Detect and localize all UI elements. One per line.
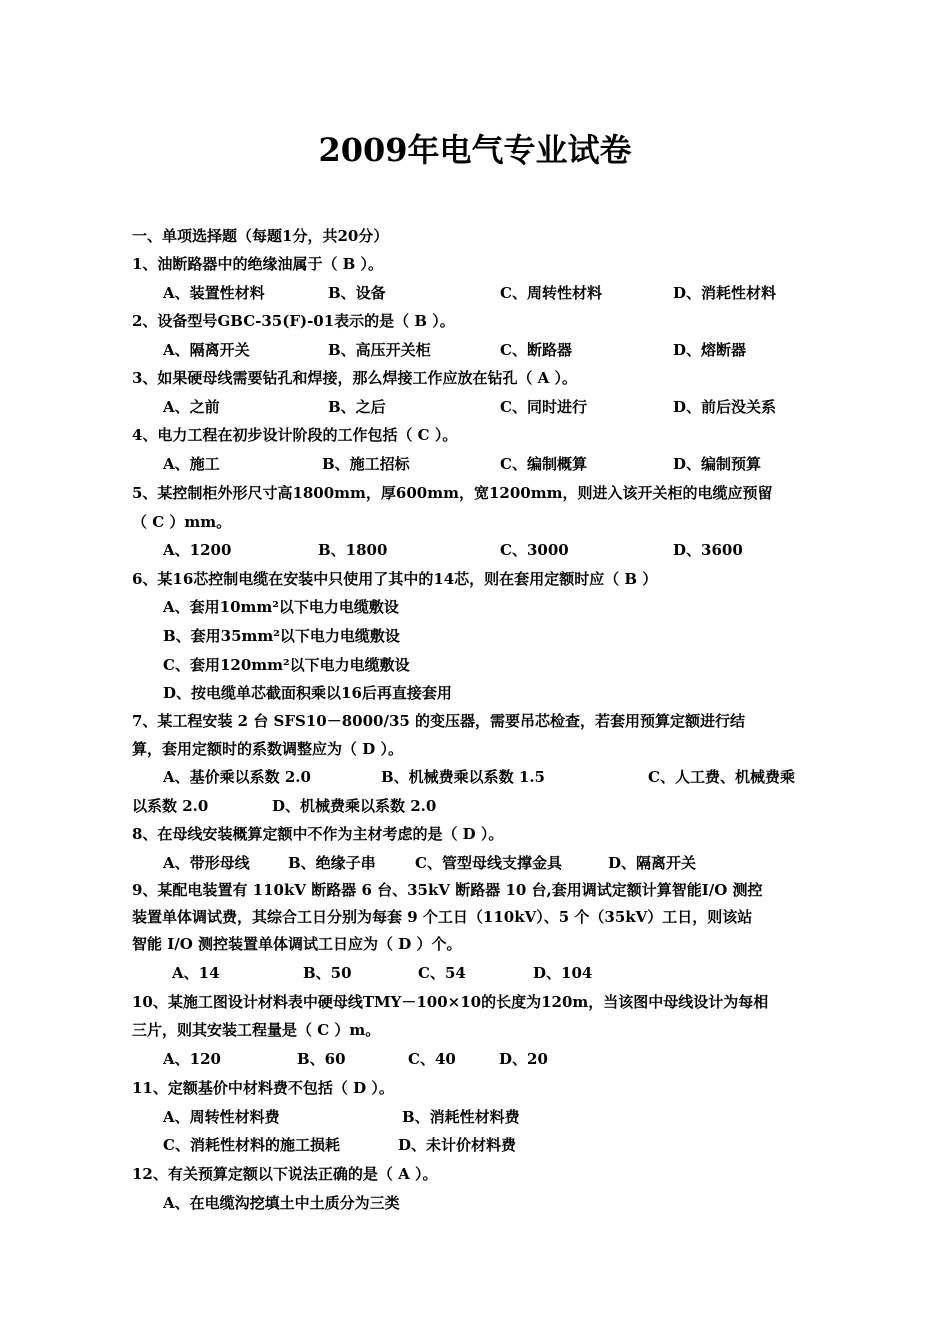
- option-continued: 以系数 2.0: [132, 797, 209, 815]
- option: D、按电缆单芯截面积乘以16后再直接套用: [163, 684, 452, 702]
- option: B、绝缘子串: [288, 854, 376, 872]
- question-stem-continued: 智能 I/O 测控装置单体调试工日应为（ D ）个。: [132, 935, 462, 953]
- option: D、20: [499, 1050, 548, 1068]
- question-stem: 8、在母线安装概算定额中不作为主材考虑的是（ D ）。: [132, 825, 504, 843]
- question-stem-continued: 三片，则其安装工程量是（ C ）m。: [132, 1021, 381, 1039]
- question-stem: 5、某控制柜外形尺寸高1800mm，厚600mm，宽1200mm，则进入该开关柜的电缆应预留: [132, 484, 773, 502]
- option: D、隔离开关: [608, 854, 697, 872]
- option: C、周转性材料: [500, 284, 602, 302]
- option: A、施工: [163, 455, 220, 473]
- question-stem-continued: （ C ）mm。: [132, 513, 232, 531]
- option: B、消耗性材料费: [402, 1108, 520, 1126]
- option: B、设备: [328, 284, 386, 302]
- question-stem-continued: 装置单体调试费，其综合工日分别为每套 9 个工日（110kV）、5 个（35kV）工日，则该站: [132, 908, 753, 926]
- option: A、1200: [163, 541, 232, 559]
- option: C、消耗性材料的施工损耗: [163, 1136, 340, 1154]
- option: C、套用120mm²以下电力电缆敷设: [163, 656, 410, 674]
- question-stem: 1、油断路器中的绝缘油属于（ B ）。: [132, 255, 384, 273]
- option: D、104: [533, 964, 593, 982]
- document-title: 2009年电气专业试卷: [318, 131, 632, 169]
- option: D、机械费乘以系数 2.0: [272, 797, 437, 815]
- option: A、120: [163, 1050, 221, 1068]
- option: A、在电缆沟挖填土中土质分为三类: [163, 1194, 400, 1212]
- question-stem: 2、设备型号GBC-35(F)-01表示的是（ B ）。: [132, 312, 455, 330]
- option: B、1800: [318, 541, 388, 559]
- option: C、编制概算: [500, 455, 587, 473]
- option: A、套用10mm²以下电力电缆敷设: [163, 598, 399, 616]
- option: D、前后没关系: [673, 398, 777, 416]
- option: C、同时进行: [500, 398, 587, 416]
- section-heading: 一、单项选择题（每题1分，共20分）: [132, 227, 389, 245]
- option: B、之后: [328, 398, 386, 416]
- option: C、40: [408, 1050, 456, 1068]
- option: A、装置性材料: [163, 284, 265, 302]
- option: B、机械费乘以系数 1.5: [381, 768, 545, 786]
- question-stem: 11、定额基价中材料费不包括（ D ）。: [132, 1079, 394, 1097]
- question-stem: 7、某工程安装 2 台 SFS10－8000/35 的变压器，需要吊芯检查，若套用预算定额进行结: [132, 712, 746, 730]
- option: C、人工费、机械费乘: [648, 768, 795, 786]
- option: C、管型母线支撑金具: [415, 854, 562, 872]
- option: B、套用35mm²以下电力电缆敷设: [163, 627, 400, 645]
- option: D、编制预算: [673, 455, 762, 473]
- option: B、50: [303, 964, 352, 982]
- question-stem: 10、某施工图设计材料表中硬母线TMY－100×10的长度为120m，当该图中母线设计为每相: [132, 993, 769, 1011]
- option: C、断路器: [500, 341, 572, 359]
- option: B、60: [297, 1050, 346, 1068]
- question-stem-continued: 算，套用定额时的系数调整应为（ D ）。: [132, 740, 403, 758]
- option: D、熔断器: [673, 341, 747, 359]
- question-stem: 6、某16芯控制电缆在安装中只使用了其中的14芯，则在套用定额时应（ B ）: [132, 570, 658, 588]
- option: D、3600: [673, 541, 743, 559]
- option: A、隔离开关: [163, 341, 250, 359]
- option: C、54: [418, 964, 466, 982]
- option: B、施工招标: [322, 455, 410, 473]
- question-stem: 12、有关预算定额以下说法正确的是（ A ）。: [132, 1165, 438, 1183]
- option: D、消耗性材料: [673, 284, 777, 302]
- option: B、高压开关柜: [328, 341, 431, 359]
- question-stem: 4、电力工程在初步设计阶段的工作包括（ C ）。: [132, 426, 458, 444]
- option: A、周转性材料费: [163, 1108, 280, 1126]
- option: A、基价乘以系数 2.0: [163, 768, 311, 786]
- option: A、之前: [163, 398, 220, 416]
- question-stem: 9、某配电装置有 110kV 断路器 6 台、35kV 断路器 10 台,套用调试定额计算智能I/O 测控: [132, 881, 763, 899]
- option: A、带形母线: [163, 854, 250, 872]
- option: D、未计价材料费: [398, 1136, 517, 1154]
- option: C、3000: [500, 541, 569, 559]
- question-stem: 3、如果硬母线需要钻孔和焊接，那么焊接工作应放在钻孔（ A ）。: [132, 369, 578, 387]
- option: A、14: [172, 964, 220, 982]
